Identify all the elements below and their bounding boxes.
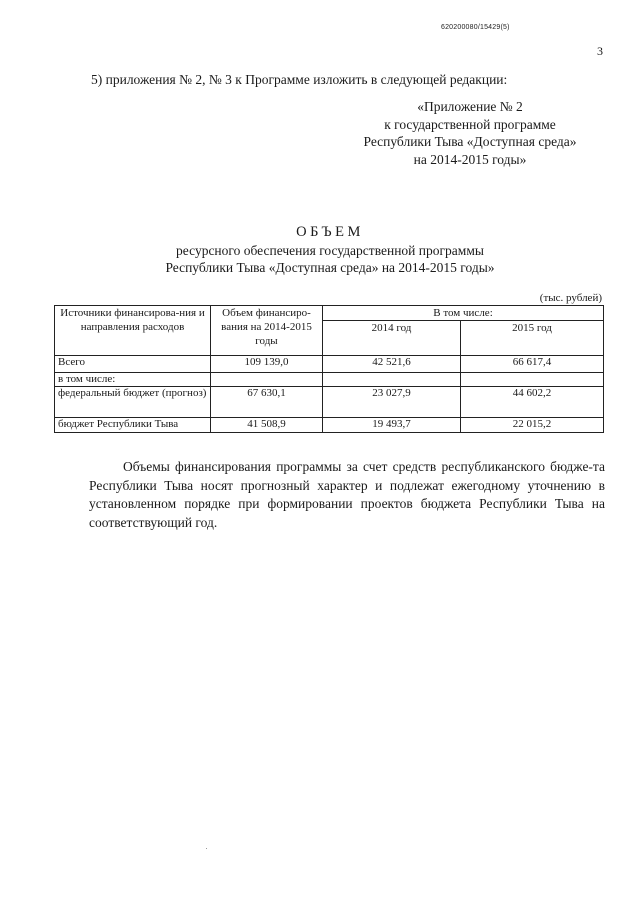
row-label: бюджет Республики Тыва: [55, 418, 211, 433]
document-title: [100, 224, 560, 276]
row-2014-value: 23 027,9: [323, 387, 461, 418]
header-including: В том числе:: [323, 306, 604, 321]
table-row: [55, 418, 604, 433]
row-total-value: 67 630,1: [211, 387, 323, 418]
document-code: 620200080/15429(5): [441, 24, 510, 31]
title-line-2: ресурсного обеспечения государственной программы: [176, 243, 484, 258]
table-row: [55, 356, 604, 373]
row-total-value: 109 139,0: [211, 356, 323, 373]
header-volume: Объем финансиро-вания на 2014-2015 годы: [211, 306, 323, 356]
header-year-2015: 2015 год: [461, 321, 604, 356]
header-year-2014: 2014 год: [323, 321, 461, 356]
appendix-line-2: к государственной программе: [384, 116, 556, 132]
row-2015-value: 66 617,4: [461, 356, 604, 373]
row-2015-value: 22 015,2: [461, 418, 604, 433]
paragraph-text: Объемы финансирования программы за счет средств республиканского бюдже-та Республики Тыва носят прогнозный характер и подлежат ежегодному уточнению в установленном порядке при формировании проектов бюджета Республики Тыва на соответствующий год.: [89, 459, 605, 530]
table-row: [55, 373, 604, 387]
row-2014-value: 19 493,7: [323, 418, 461, 433]
row-label: федеральный бюджет (прогноз): [55, 387, 211, 418]
appendix-line-4: на 2014-2015 годы»: [413, 151, 527, 167]
row-label: в том числе:: [55, 373, 211, 387]
appendix-line-1: «Приложение № 2: [417, 99, 523, 114]
amendment-instruction: 5) приложения № 2, № 3 к Программе изложить в следующей редакции:: [91, 72, 508, 87]
resource-table: [54, 305, 604, 433]
header-sources: Источники финансирова-ния и направления расходов: [55, 306, 211, 356]
row-label: Всего: [55, 356, 211, 373]
body-paragraph: [89, 458, 605, 532]
row-total-value: 41 508,9: [211, 418, 323, 433]
row-2015-value: 44 602,2: [461, 387, 604, 418]
row-2014-value: [323, 373, 461, 387]
scan-speck: [206, 848, 207, 849]
page-number: 3: [597, 44, 603, 58]
title-line-3: Республики Тыва «Доступная среда» на 2014-2015 годы»: [165, 260, 495, 275]
table-units: (тыс. рублей): [539, 292, 602, 304]
appendix-heading: [340, 98, 600, 168]
table-row: [55, 387, 604, 418]
title-main: ОБЪЕМ: [296, 224, 364, 240]
row-2014-value: 42 521,6: [323, 356, 461, 373]
row-2015-value: [461, 373, 604, 387]
appendix-line-3: Республики Тыва «Доступная среда»: [363, 134, 577, 149]
row-total-value: [211, 373, 323, 387]
